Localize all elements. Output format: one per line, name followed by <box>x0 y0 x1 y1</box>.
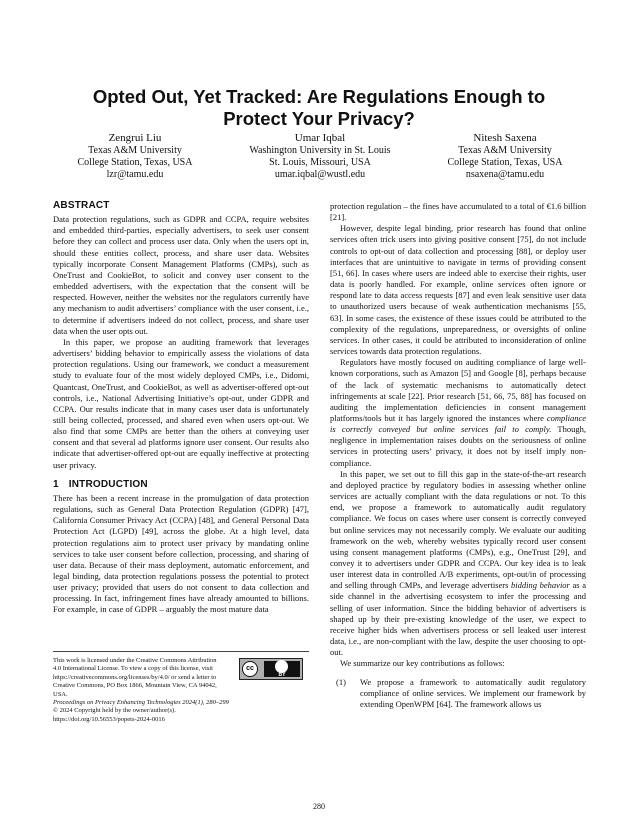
author-affiliation: Washington University in St. Louis <box>249 145 391 156</box>
p2-text-a: Regulators have mostly focused on auditing compliance of large well-known corporations, such as Amazon [5] and Google [8], perhaps because of the lack of systematic mechanisms to automatically detect infringements at scale [22]. Prior research [51, 66, 75, 88] has focused on auditing the implementation deficiencies in consent management platforms/tools but it has largely ignored the instances where <box>330 357 586 423</box>
author-name: Nitesh Saxena <box>473 132 537 144</box>
license-text: This work is licensed under the Creative Commons Attribution 4.0 International License. To view a copy of this license, visit https://creativecommons.org/licenses/by/4.0/ or send a letter to Creative Commons, PO Box 1866, Mountain View, CA 94042, USA. <box>53 657 217 698</box>
contribution-item-1 <box>330 677 586 710</box>
abstract-paragraph-2: In this paper, we propose an auditing framework that leverages advertisers’ bidding behavior to empirically assess the violations of data protection regulations. Using our framework, we conduct a measurement study to evaluate four of the most widely deployed CMPs, i.e., Didomi, Quantcast, OneTrust, and CookieBot, as well as advertiser-offered opt-out controls, i.e., National Advertising Initiative’s opt-out, under GDPR and CCPA. Our results indicate that in many cases user data is unfortunately still being collected, processed, and shared even when users opt-out. We also find that some CMPs are better than the others at conveying user consent and that several ad platforms ignore user consent. Our results also indicate that advertiser-offered opt-out are equally ineffective at protecting user privacy. <box>53 336 309 470</box>
author-email: umar.iqbal@wustl.edu <box>274 169 366 181</box>
list-item-text: We propose a framework to automatically audit regulatory compliance of online services. We implement our framework by extending OpenWPM [64]. The framework allows us <box>360 676 586 709</box>
author-1 <box>40 132 230 182</box>
by-label: BY <box>278 672 286 678</box>
author-2 <box>225 132 415 182</box>
author-block <box>40 132 600 192</box>
p3-text-a: In this paper, we set out to fill this gap in the state-of-the-art research and deployed practice by regulatory bodies in assessing whether online services are actually compliant with the data regulations or not. To this end, we propose a framework to automatically audit regulatory compliance. We focus on cases where user consent is correctly conveyed but online services may not necessarily comply. We evaluate our auditing framework on the web, whereby websites typically record user consent using consent management platforms (CMPs), e.g., OneTrust [29], and convey it to advertisers under GDPR and CCPA. Our key idea is to leak user interest data in controlled A/B experiments, opt-out/in of processing and selling through CMPs, and leverage advertisers <box>330 468 586 591</box>
list-marker: (1) <box>336 676 346 687</box>
right-paragraph-3 <box>330 469 586 659</box>
right-paragraph-1: However, despite legal binding, prior research has found that online services often trick users into giving positive consent [75], do not include controls to opt-out of data collection and processing [88], or deploy user interfaces that are unintuitive to navigate in terms of providing consent [51, 66]. In cases where users are indeed able to exercise their rights, user data is poorly handled. For example, online services often ignore or respond late to data access requests [87] and even leak sensitive user data to unauthorized users because of weak authentication mechanisms [55, 63]. In some cases, the existence of these issues could be attributed to the complexity of the regulations, unpreparedness, or oversights of online services. In other cases, it could be attributed to inconsideration of online services towards data protection regulations. <box>330 223 586 357</box>
right-paragraph-2 <box>330 357 586 469</box>
author-affiliation: Texas A&M University <box>458 145 552 156</box>
author-location: College Station, Texas, USA <box>77 157 193 169</box>
p3-emphasis: bidding behavior <box>511 580 570 591</box>
author-3 <box>410 132 600 182</box>
author-location: College Station, Texas, USA <box>447 157 563 169</box>
author-name: Umar Iqbal <box>294 132 346 144</box>
author-name: Zengrui Liu <box>108 132 162 144</box>
author-email: nsaxena@tamu.edu <box>465 169 545 181</box>
left-column <box>53 200 309 616</box>
intro-heading-text: INTRODUCTION <box>68 478 148 490</box>
p2-emphasis: compliance is correctly conveyed but online services fail to comply. <box>330 412 586 435</box>
doi-link[interactable]: https://doi.org/10.56553/popets-2024-0016 <box>53 715 165 723</box>
author-location: St. Louis, Missouri, USA <box>269 157 371 169</box>
section-gap <box>53 471 309 479</box>
right-column <box>330 201 586 710</box>
right-paragraph-4: We summarize our key contributions as follows: <box>340 658 505 669</box>
intro-number: 1 <box>53 478 59 490</box>
right-paragraph-0: protection regulation – the fines have accumulated to a total of €1.6 billion [21]. <box>330 201 586 223</box>
page-number: 280 <box>313 802 325 811</box>
p2-text-b: Though, negligence in implementation raises doubts on the seriousness of online services in protecting users’ privacy, it does not by itself imply non-compliance. <box>330 424 586 468</box>
abstract-paragraph-1: Data protection regulations, such as GDPR and CCPA, require websites and embedded third-parties, especially advertisers, to seek user consent before they can collect and process user data. Only when the users opt in, should these entities collect, process, and share user data. Websites typically incorporate Consent Management Platforms (CMPs), such as OneTrust and CookieBot, to solicit and convey user consent to the embedded advertisers, with the expectation that the consent will be respected. However, neither the websites nor the regulators currently have any mechanism to audit advertisers’ compliance with the user consent, i.e., to determine if advertisers indeed do not collect, process, and share user data when the user opts out. <box>53 214 309 336</box>
author-email: lzr@tamu.edu <box>106 169 164 181</box>
intro-paragraph-1: There has been a recent increase in the promulgation of data protection regulations, such as General Data Protection Regulation (GDPR) [47], California Consumer Privacy Act (CCPA) [48], and General Personal Data Protection Act (LGPD) [49], across the globe. At a high level, data protection regulations aim to protect user privacy by mandating online services to take user consent before collection, processing, and sharing of user data. Because of their mass deployment, automatic enforcement, and legal binding, data protection regulations possess the potential to protect user privacy; provided that users do not consent to data collection and processing. In fact, infringement fines have already amounted to billions. For example, in case of GDPR – arguably the most mature data <box>53 492 309 615</box>
proceedings-line: Proceedings on Privacy Enhancing Technologies 2024(1), 280–299 <box>53 699 229 707</box>
paper-title: Opted Out, Yet Tracked: Are Regulations Enough to Protect Your Privacy? <box>92 86 546 129</box>
license-footnote <box>53 651 309 724</box>
copyright-line: © 2024 Copyright held by the owner/author(s). <box>53 707 176 715</box>
cc-by-license-icon <box>239 658 303 680</box>
p3-text-b: as a side channel in the advertising ecosystem to infer the processing and selling of user information. Since the bidding behavior of advertisers is shaped up by their pre-existing knowledge of the user, we expect to receive higher bids when advertisers process or sell leaked user interest data, i.e., are non-compliant with the law, despite the user choosing to opt-out. <box>330 580 586 658</box>
abstract-heading: ABSTRACT <box>53 200 110 211</box>
cc-icon: cc <box>242 661 258 677</box>
author-affiliation: Texas A&M University <box>88 145 182 156</box>
intro-heading <box>53 479 309 490</box>
